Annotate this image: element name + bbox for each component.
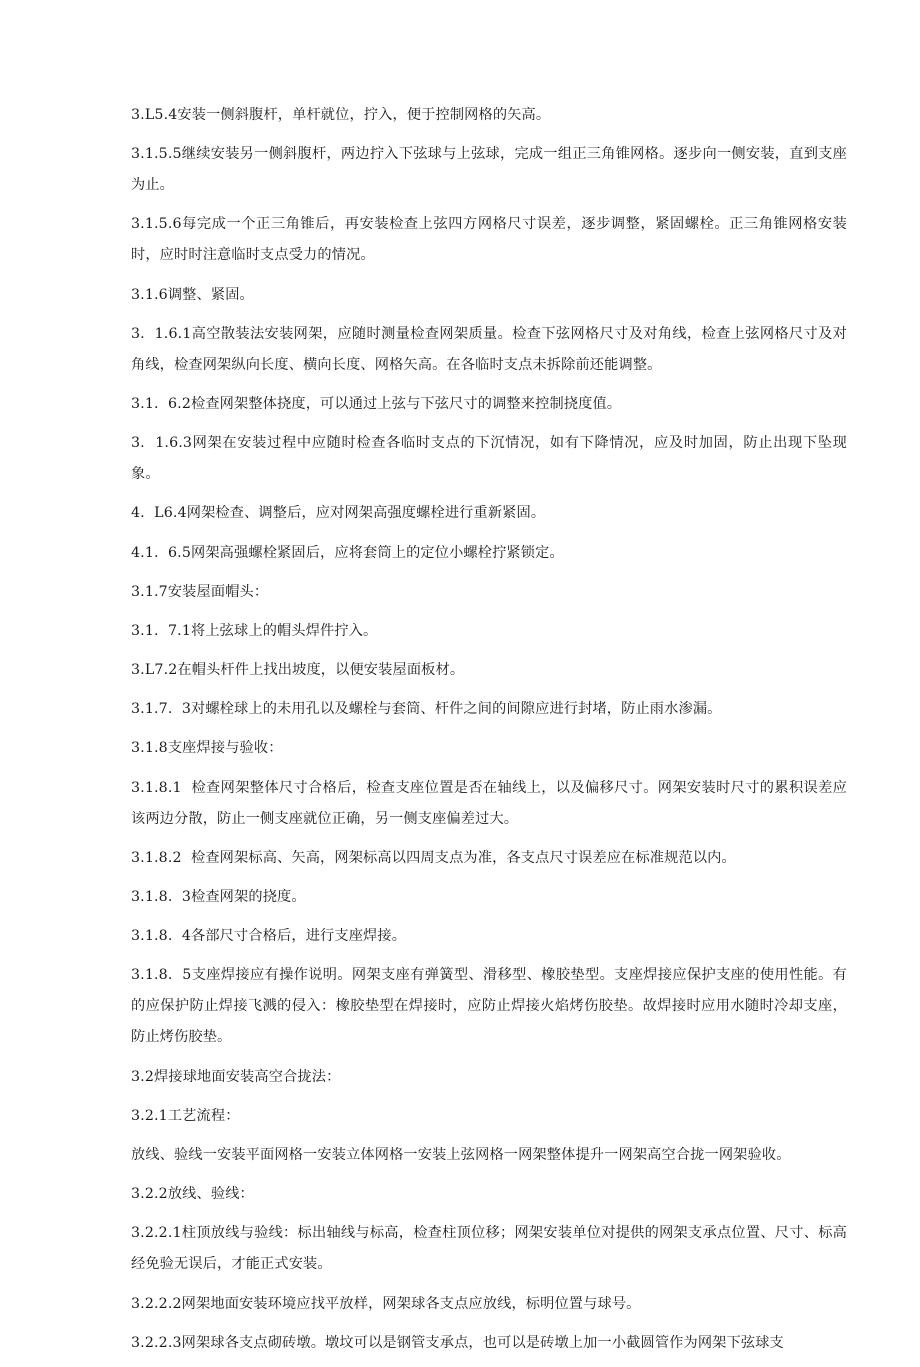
paragraph: 3. 1.6.1高空散装法安装网架，应随时测量检查网架质量。检查下弦网格尺寸及对角线，检查上弦网格尺寸及对角线，检查网架纵向长度、横向长度、网格矢高。在各临时支点未拆除前还能调整。 (131, 325, 847, 373)
paragraph: 3.1.5.5继续安装另一侧斜腹杆，两边拧入下弦球与上弦球，完成一组正三角锥网格。逐步向一侧安装，直到支座为止。 (131, 146, 847, 194)
paragraph: 3.L5.4安装一侧斜腹杆，单杆就位，拧入，便于控制网格的矢高。 (131, 107, 551, 123)
paragraph: 3.2.2.2网架地面安装环境应找平放样，网架球各支点应放线，标明位置与球号。 (131, 1295, 641, 1312)
paragraph: 3.L7.2在帽头杆件上找出坡度，以便安装屋面板材。 (131, 662, 465, 679)
paragraph: 3.1.8. 4各部尺寸合格后，进行支座焊接。 (131, 928, 407, 945)
paragraph: 3.1.8.1 检查网架整体尺寸合格后，检查支座位置是否在轴线上，以及偏移尺寸。网架安装时尺寸的累积误差应该两边分散，防止一侧支座就位正确，另一侧支座偏差过大。 (131, 779, 847, 827)
paragraph: 3.1.8支座焊接与验收： (131, 740, 283, 757)
paragraph: 3.1.8. 5支座焊接应有操作说明。网架支座有弹簧型、滑移型、橡胶垫型。支座焊接应保护支座的使用性能。有的应保护防止焊接飞溅的侵入：橡胶垫型在焊接时，应防止焊接火焰烤伤胶垫。故焊接时应用水随时冷却支座，防止烤伤胶垫。 (131, 967, 847, 1046)
paragraph: 3.2.2放线、验线： (131, 1186, 254, 1203)
paragraph: 4.1. 6.5网架高强螺栓紧固后，应将套筒上的定位小螺栓拧紧锁定。 (131, 544, 564, 561)
paragraph: 3.2焊接球地面安装高空合拢法： (131, 1068, 341, 1085)
paragraph: 3.1.7. 3对螺栓球上的未用孔以及螺栓与套筒、杆件之间的间隙应进行封堵，防止雨水渗漏。 (131, 701, 722, 718)
paragraph: 4. L6.4网架检查、调整后，应对网架高强度螺栓进行重新紧固。 (131, 505, 546, 522)
paragraph: 3.1. 7.1将上弦球上的帽头焊件拧入。 (131, 622, 378, 639)
paragraph: 3.1.6调整、紧固。 (131, 286, 254, 303)
paragraph: 3.2.2.3网架球各支点砌砖墩。墩坟可以是钢管支承点，也可以是砖墩上加一小截圆管作为网架下弦球支 (131, 1334, 784, 1351)
paragraph: 3.1. 6.2检查网架整体挠度，可以通过上弦与下弦尺寸的调整来控制挠度值。 (131, 395, 622, 412)
document-body (131, 100, 847, 1367)
paragraph: 3.1.5.6每完成一个正三角锥后，再安装检查上弦四方网格尺寸误差，逐步调整，紧固螺栓。正三角锥网格安装时，应时时注意临时支点受力的情况。 (131, 216, 847, 264)
paragraph: 3.2.1工艺流程： (131, 1107, 240, 1124)
paragraph: 放线、验线一安装平面网格一安装立体网格一安装上弦网格一网架整体提升一网架高空合拢一网架验收。 (131, 1146, 791, 1163)
paragraph: 3. 1.6.3网架在安装过程中应随时检查各临时支点的下沉情况，如有下降情况，应及时加固，防止出现下坠现象。 (131, 435, 847, 483)
paragraph: 3.1.8. 3检查网架的挠度。 (131, 889, 306, 905)
paragraph: 3.2.2.1柱顶放线与验线：标出轴线与标高，检查柱顶位移；网架安装单位对提供的网架支承点位置、尺寸、标高经免验无误后，才能正式安装。 (131, 1225, 847, 1273)
paragraph: 3.1.7安装屋面帽头： (131, 583, 269, 600)
paragraph: 3.1.8.2 检查网架标高、矢高，网架标高以四周支点为准，各支点尺寸误差应在标准规范以内。 (131, 849, 736, 866)
